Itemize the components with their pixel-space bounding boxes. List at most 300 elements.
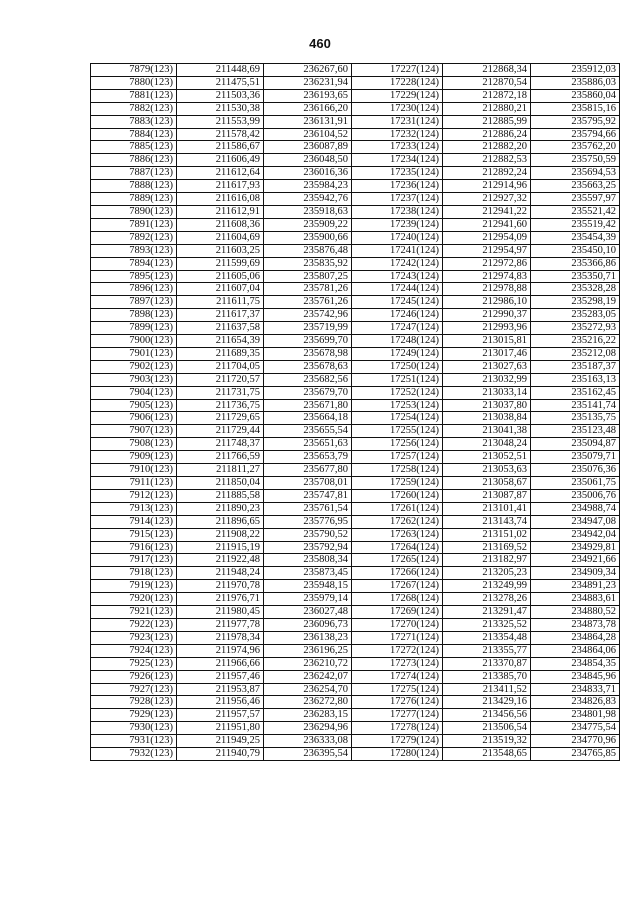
cell-point-id-a: 7885(123) [91, 141, 177, 154]
cell-y-coord-b: 235694,53 [531, 167, 620, 180]
table-row [91, 180, 620, 193]
cell-y-coord-a: 235781,26 [264, 283, 352, 296]
table-row [91, 231, 620, 244]
cell-y-coord-a: 236166,20 [264, 102, 352, 115]
cell-y-coord-a: 235873,45 [264, 567, 352, 580]
cell-point-id-b: 17277(124) [352, 709, 443, 722]
cell-x-coord-b: 212978,88 [443, 283, 531, 296]
table-row [91, 115, 620, 128]
cell-point-id-b: 17268(124) [352, 593, 443, 606]
cell-x-coord-a: 211980,45 [177, 606, 264, 619]
cell-x-coord-a: 211530,38 [177, 102, 264, 115]
table-row [91, 644, 620, 657]
cell-point-id-a: 7932(123) [91, 748, 177, 761]
table-row [91, 399, 620, 412]
cell-y-coord-a: 236231,94 [264, 76, 352, 89]
cell-point-id-b: 17270(124) [352, 618, 443, 631]
table-row [91, 425, 620, 438]
cell-y-coord-a: 236193,65 [264, 89, 352, 102]
cell-x-coord-a: 211606,49 [177, 154, 264, 167]
cell-point-id-b: 17278(124) [352, 722, 443, 735]
cell-y-coord-a: 236283,15 [264, 709, 352, 722]
cell-y-coord-b: 235762,20 [531, 141, 620, 154]
cell-y-coord-b: 234775,54 [531, 722, 620, 735]
cell-point-id-a: 7928(123) [91, 696, 177, 709]
cell-y-coord-a: 235807,25 [264, 270, 352, 283]
cell-point-id-a: 7893(123) [91, 244, 177, 257]
cell-point-id-a: 7929(123) [91, 709, 177, 722]
cell-y-coord-a: 235708,01 [264, 477, 352, 490]
cell-point-id-b: 17263(124) [352, 528, 443, 541]
cell-y-coord-b: 234909,34 [531, 567, 620, 580]
cell-point-id-b: 17276(124) [352, 696, 443, 709]
cell-point-id-a: 7907(123) [91, 425, 177, 438]
cell-y-coord-b: 234826,83 [531, 696, 620, 709]
table-row [91, 438, 620, 451]
cell-point-id-a: 7883(123) [91, 115, 177, 128]
cell-point-id-b: 17247(124) [352, 322, 443, 335]
cell-x-coord-b: 213370,87 [443, 657, 531, 670]
cell-y-coord-a: 235790,52 [264, 528, 352, 541]
cell-y-coord-b: 235454,39 [531, 231, 620, 244]
cell-y-coord-a: 236096,73 [264, 618, 352, 631]
cell-y-coord-b: 235750,59 [531, 154, 620, 167]
cell-point-id-b: 17244(124) [352, 283, 443, 296]
cell-x-coord-b: 213027,63 [443, 360, 531, 373]
table-row [91, 580, 620, 593]
cell-point-id-b: 17235(124) [352, 167, 443, 180]
table-row [91, 128, 620, 141]
cell-x-coord-b: 212882,53 [443, 154, 531, 167]
cell-point-id-a: 7909(123) [91, 451, 177, 464]
cell-y-coord-b: 234942,04 [531, 528, 620, 541]
cell-y-coord-a: 235742,96 [264, 309, 352, 322]
cell-x-coord-a: 211604,69 [177, 231, 264, 244]
cell-y-coord-a: 235677,80 [264, 464, 352, 477]
cell-point-id-a: 7896(123) [91, 283, 177, 296]
cell-point-id-b: 17243(124) [352, 270, 443, 283]
cell-y-coord-a: 235682,56 [264, 373, 352, 386]
cell-point-id-b: 17264(124) [352, 541, 443, 554]
cell-x-coord-b: 213033,14 [443, 386, 531, 399]
cell-point-id-b: 17246(124) [352, 309, 443, 322]
cell-point-id-b: 17280(124) [352, 748, 443, 761]
cell-x-coord-b: 212954,09 [443, 231, 531, 244]
cell-x-coord-b: 213205,23 [443, 567, 531, 580]
cell-x-coord-a: 211811,27 [177, 464, 264, 477]
cell-y-coord-a: 236267,60 [264, 64, 352, 77]
cell-point-id-b: 17266(124) [352, 567, 443, 580]
cell-x-coord-b: 212886,24 [443, 128, 531, 141]
cell-point-id-a: 7904(123) [91, 386, 177, 399]
cell-point-id-b: 17259(124) [352, 477, 443, 490]
cell-y-coord-a: 235776,95 [264, 515, 352, 528]
cell-point-id-a: 7913(123) [91, 502, 177, 515]
table-row [91, 335, 620, 348]
cell-point-id-a: 7917(123) [91, 554, 177, 567]
cell-point-id-a: 7927(123) [91, 683, 177, 696]
cell-x-coord-a: 211617,93 [177, 180, 264, 193]
cell-y-coord-a: 236196,25 [264, 644, 352, 657]
cell-x-coord-b: 213037,80 [443, 399, 531, 412]
cell-point-id-a: 7922(123) [91, 618, 177, 631]
cell-x-coord-a: 211637,58 [177, 322, 264, 335]
cell-x-coord-b: 213354,48 [443, 631, 531, 644]
cell-x-coord-b: 213038,84 [443, 412, 531, 425]
cell-x-coord-a: 211617,37 [177, 309, 264, 322]
table-row [91, 141, 620, 154]
cell-point-id-b: 17256(124) [352, 438, 443, 451]
cell-point-id-a: 7887(123) [91, 167, 177, 180]
cell-y-coord-b: 234880,52 [531, 606, 620, 619]
table-row [91, 270, 620, 283]
cell-y-coord-b: 235212,08 [531, 347, 620, 360]
cell-y-coord-b: 234891,23 [531, 580, 620, 593]
cell-x-coord-a: 211720,57 [177, 373, 264, 386]
cell-y-coord-a: 236087,89 [264, 141, 352, 154]
cell-x-coord-a: 211940,79 [177, 748, 264, 761]
cell-point-id-a: 7899(123) [91, 322, 177, 335]
cell-point-id-b: 17234(124) [352, 154, 443, 167]
cell-x-coord-a: 211553,99 [177, 115, 264, 128]
cell-y-coord-b: 234801,98 [531, 709, 620, 722]
cell-x-coord-b: 212986,10 [443, 296, 531, 309]
cell-x-coord-a: 211978,34 [177, 631, 264, 644]
cell-x-coord-a: 211603,25 [177, 244, 264, 257]
cell-y-coord-b: 235860,04 [531, 89, 620, 102]
table-row [91, 489, 620, 502]
cell-y-coord-a: 236016,36 [264, 167, 352, 180]
cell-y-coord-b: 235663,25 [531, 180, 620, 193]
cell-x-coord-b: 212870,54 [443, 76, 531, 89]
table-row [91, 683, 620, 696]
cell-x-coord-b: 213385,70 [443, 670, 531, 683]
cell-y-coord-a: 236131,91 [264, 115, 352, 128]
page-number: 460 [309, 36, 331, 51]
cell-point-id-a: 7905(123) [91, 399, 177, 412]
cell-y-coord-b: 235141,74 [531, 399, 620, 412]
cell-x-coord-a: 211748,37 [177, 438, 264, 451]
cell-y-coord-b: 235519,42 [531, 218, 620, 231]
cell-x-coord-b: 212892,24 [443, 167, 531, 180]
cell-x-coord-b: 213429,16 [443, 696, 531, 709]
cell-x-coord-b: 213048,24 [443, 438, 531, 451]
cell-x-coord-a: 211731,75 [177, 386, 264, 399]
cell-point-id-a: 7890(123) [91, 205, 177, 218]
cell-point-id-a: 7914(123) [91, 515, 177, 528]
cell-x-coord-a: 211599,69 [177, 257, 264, 270]
cell-point-id-b: 17257(124) [352, 451, 443, 464]
cell-x-coord-a: 211448,69 [177, 64, 264, 77]
cell-y-coord-b: 235298,19 [531, 296, 620, 309]
cell-x-coord-a: 211654,39 [177, 335, 264, 348]
cell-point-id-a: 7925(123) [91, 657, 177, 670]
cell-x-coord-b: 213087,87 [443, 489, 531, 502]
table-row [91, 722, 620, 735]
cell-y-coord-a: 236027,48 [264, 606, 352, 619]
cell-point-id-b: 17245(124) [352, 296, 443, 309]
cell-x-coord-a: 211922,48 [177, 554, 264, 567]
cell-x-coord-a: 211949,25 [177, 735, 264, 748]
table-row [91, 218, 620, 231]
cell-x-coord-b: 212974,83 [443, 270, 531, 283]
cell-x-coord-b: 212972,86 [443, 257, 531, 270]
cell-x-coord-b: 213151,02 [443, 528, 531, 541]
cell-y-coord-a: 235678,98 [264, 347, 352, 360]
cell-y-coord-b: 235815,16 [531, 102, 620, 115]
cell-y-coord-a: 235761,26 [264, 296, 352, 309]
cell-point-id-b: 17267(124) [352, 580, 443, 593]
cell-y-coord-b: 235163,13 [531, 373, 620, 386]
cell-point-id-b: 17238(124) [352, 205, 443, 218]
table-row [91, 554, 620, 567]
cell-x-coord-a: 211974,96 [177, 644, 264, 657]
cell-point-id-a: 7910(123) [91, 464, 177, 477]
cell-point-id-b: 17274(124) [352, 670, 443, 683]
cell-x-coord-b: 212868,34 [443, 64, 531, 77]
cell-y-coord-a: 235651,63 [264, 438, 352, 451]
cell-point-id-a: 7900(123) [91, 335, 177, 348]
table-row [91, 102, 620, 115]
cell-y-coord-a: 236104,52 [264, 128, 352, 141]
cell-point-id-a: 7894(123) [91, 257, 177, 270]
table-row [91, 244, 620, 257]
cell-y-coord-a: 236138,23 [264, 631, 352, 644]
cell-y-coord-b: 235886,03 [531, 76, 620, 89]
cell-y-coord-a: 235942,76 [264, 193, 352, 206]
coordinates-table-body [91, 64, 620, 761]
cell-y-coord-b: 235794,66 [531, 128, 620, 141]
cell-point-id-b: 17249(124) [352, 347, 443, 360]
cell-y-coord-b: 235076,36 [531, 464, 620, 477]
table-row [91, 709, 620, 722]
cell-x-coord-a: 211850,04 [177, 477, 264, 490]
cell-x-coord-a: 211970,78 [177, 580, 264, 593]
table-row [91, 167, 620, 180]
cell-y-coord-a: 235792,94 [264, 541, 352, 554]
cell-x-coord-a: 211966,66 [177, 657, 264, 670]
cell-point-id-a: 7889(123) [91, 193, 177, 206]
cell-point-id-a: 7924(123) [91, 644, 177, 657]
table-row [91, 748, 620, 761]
table-row [91, 618, 620, 631]
cell-point-id-a: 7888(123) [91, 180, 177, 193]
cell-y-coord-b: 235061,75 [531, 477, 620, 490]
cell-y-coord-a: 235909,22 [264, 218, 352, 231]
cell-point-id-a: 7911(123) [91, 477, 177, 490]
cell-point-id-a: 7930(123) [91, 722, 177, 735]
cell-x-coord-b: 213017,46 [443, 347, 531, 360]
cell-y-coord-b: 235135,75 [531, 412, 620, 425]
cell-x-coord-b: 213278,26 [443, 593, 531, 606]
cell-y-coord-b: 235283,05 [531, 309, 620, 322]
cell-point-id-b: 17260(124) [352, 489, 443, 502]
cell-y-coord-b: 234845,96 [531, 670, 620, 683]
cell-point-id-a: 7891(123) [91, 218, 177, 231]
cell-point-id-a: 7926(123) [91, 670, 177, 683]
cell-x-coord-a: 211578,42 [177, 128, 264, 141]
cell-y-coord-b: 234765,85 [531, 748, 620, 761]
cell-point-id-a: 7908(123) [91, 438, 177, 451]
table-row [91, 593, 620, 606]
cell-x-coord-b: 212990,37 [443, 309, 531, 322]
table-row [91, 64, 620, 77]
cell-point-id-a: 7881(123) [91, 89, 177, 102]
cell-x-coord-b: 212880,21 [443, 102, 531, 115]
cell-x-coord-a: 211605,06 [177, 270, 264, 283]
cell-point-id-a: 7919(123) [91, 580, 177, 593]
cell-x-coord-a: 211586,67 [177, 141, 264, 154]
cell-y-coord-b: 235079,71 [531, 451, 620, 464]
table-row [91, 451, 620, 464]
cell-x-coord-b: 212927,32 [443, 193, 531, 206]
table-row [91, 386, 620, 399]
cell-point-id-a: 7882(123) [91, 102, 177, 115]
cell-point-id-b: 17229(124) [352, 89, 443, 102]
table-row [91, 502, 620, 515]
table-row [91, 606, 620, 619]
cell-y-coord-a: 235699,70 [264, 335, 352, 348]
cell-point-id-a: 7918(123) [91, 567, 177, 580]
table-row [91, 309, 620, 322]
cell-x-coord-a: 211612,91 [177, 205, 264, 218]
cell-y-coord-b: 234921,66 [531, 554, 620, 567]
table-row [91, 528, 620, 541]
cell-x-coord-a: 211956,46 [177, 696, 264, 709]
cell-y-coord-b: 235366,86 [531, 257, 620, 270]
cell-y-coord-a: 236210,72 [264, 657, 352, 670]
cell-y-coord-a: 235808,34 [264, 554, 352, 567]
cell-point-id-b: 17239(124) [352, 218, 443, 231]
cell-y-coord-b: 234947,08 [531, 515, 620, 528]
cell-x-coord-b: 213015,81 [443, 335, 531, 348]
table-row [91, 735, 620, 748]
cell-y-coord-b: 235272,93 [531, 322, 620, 335]
cell-y-coord-a: 235979,14 [264, 593, 352, 606]
cell-y-coord-b: 235123,48 [531, 425, 620, 438]
cell-x-coord-b: 213291,47 [443, 606, 531, 619]
cell-x-coord-b: 213355,77 [443, 644, 531, 657]
cell-point-id-a: 7931(123) [91, 735, 177, 748]
cell-y-coord-b: 235187,37 [531, 360, 620, 373]
cell-y-coord-b: 234864,28 [531, 631, 620, 644]
cell-x-coord-a: 211957,46 [177, 670, 264, 683]
cell-x-coord-a: 211475,51 [177, 76, 264, 89]
cell-point-id-a: 7923(123) [91, 631, 177, 644]
cell-x-coord-b: 212993,96 [443, 322, 531, 335]
cell-y-coord-a: 235918,63 [264, 205, 352, 218]
cell-point-id-b: 17258(124) [352, 464, 443, 477]
table-row [91, 360, 620, 373]
cell-y-coord-a: 236395,54 [264, 748, 352, 761]
cell-x-coord-b: 213548,65 [443, 748, 531, 761]
table-row [91, 373, 620, 386]
cell-point-id-a: 7884(123) [91, 128, 177, 141]
cell-y-coord-b: 235912,03 [531, 64, 620, 77]
cell-x-coord-a: 211689,35 [177, 347, 264, 360]
cell-y-coord-a: 236333,08 [264, 735, 352, 748]
cell-point-id-b: 17272(124) [352, 644, 443, 657]
cell-point-id-b: 17279(124) [352, 735, 443, 748]
table-row [91, 89, 620, 102]
cell-point-id-a: 7892(123) [91, 231, 177, 244]
cell-x-coord-a: 211915,19 [177, 541, 264, 554]
cell-y-coord-a: 236294,96 [264, 722, 352, 735]
cell-x-coord-b: 212914,96 [443, 180, 531, 193]
cell-point-id-b: 17251(124) [352, 373, 443, 386]
cell-point-id-b: 17230(124) [352, 102, 443, 115]
cell-point-id-b: 17262(124) [352, 515, 443, 528]
cell-x-coord-a: 211503,36 [177, 89, 264, 102]
cell-x-coord-a: 211736,75 [177, 399, 264, 412]
cell-x-coord-b: 213053,63 [443, 464, 531, 477]
cell-point-id-b: 17255(124) [352, 425, 443, 438]
cell-point-id-a: 7912(123) [91, 489, 177, 502]
cell-y-coord-a: 235719,99 [264, 322, 352, 335]
cell-point-id-b: 17269(124) [352, 606, 443, 619]
cell-x-coord-a: 211957,57 [177, 709, 264, 722]
cell-x-coord-a: 211953,87 [177, 683, 264, 696]
cell-point-id-a: 7903(123) [91, 373, 177, 386]
cell-point-id-b: 17233(124) [352, 141, 443, 154]
cell-point-id-a: 7921(123) [91, 606, 177, 619]
cell-x-coord-a: 211608,36 [177, 218, 264, 231]
cell-x-coord-b: 212885,99 [443, 115, 531, 128]
cell-point-id-b: 17273(124) [352, 657, 443, 670]
cell-y-coord-b: 235597,97 [531, 193, 620, 206]
cell-x-coord-a: 211977,78 [177, 618, 264, 631]
table-row [91, 541, 620, 554]
cell-y-coord-b: 235450,10 [531, 244, 620, 257]
table-row [91, 154, 620, 167]
cell-point-id-a: 7906(123) [91, 412, 177, 425]
cell-y-coord-b: 234988,74 [531, 502, 620, 515]
cell-y-coord-b: 235350,71 [531, 270, 620, 283]
cell-y-coord-b: 234883,61 [531, 593, 620, 606]
cell-y-coord-a: 235655,54 [264, 425, 352, 438]
cell-point-id-b: 17228(124) [352, 76, 443, 89]
cell-y-coord-a: 235984,23 [264, 180, 352, 193]
cell-point-id-b: 17250(124) [352, 360, 443, 373]
cell-y-coord-b: 235162,45 [531, 386, 620, 399]
cell-point-id-b: 17237(124) [352, 193, 443, 206]
table-row [91, 283, 620, 296]
cell-x-coord-b: 213249,99 [443, 580, 531, 593]
cell-point-id-b: 17232(124) [352, 128, 443, 141]
cell-x-coord-a: 211896,65 [177, 515, 264, 528]
cell-y-coord-b: 234864,06 [531, 644, 620, 657]
cell-y-coord-b: 235795,92 [531, 115, 620, 128]
cell-x-coord-b: 213032,99 [443, 373, 531, 386]
cell-point-id-a: 7901(123) [91, 347, 177, 360]
cell-x-coord-a: 211611,75 [177, 296, 264, 309]
cell-x-coord-a: 211908,22 [177, 528, 264, 541]
cell-point-id-a: 7916(123) [91, 541, 177, 554]
cell-x-coord-a: 211890,23 [177, 502, 264, 515]
cell-point-id-b: 17253(124) [352, 399, 443, 412]
cell-y-coord-a: 235664,18 [264, 412, 352, 425]
cell-point-id-b: 17254(124) [352, 412, 443, 425]
cell-y-coord-a: 235747,81 [264, 489, 352, 502]
cell-point-id-a: 7879(123) [91, 64, 177, 77]
cell-y-coord-a: 236048,50 [264, 154, 352, 167]
cell-y-coord-b: 235521,42 [531, 205, 620, 218]
cell-x-coord-a: 211885,58 [177, 489, 264, 502]
cell-y-coord-b: 234854,35 [531, 657, 620, 670]
cell-x-coord-a: 211766,59 [177, 451, 264, 464]
cell-y-coord-b: 234929,81 [531, 541, 620, 554]
cell-x-coord-b: 213143,74 [443, 515, 531, 528]
